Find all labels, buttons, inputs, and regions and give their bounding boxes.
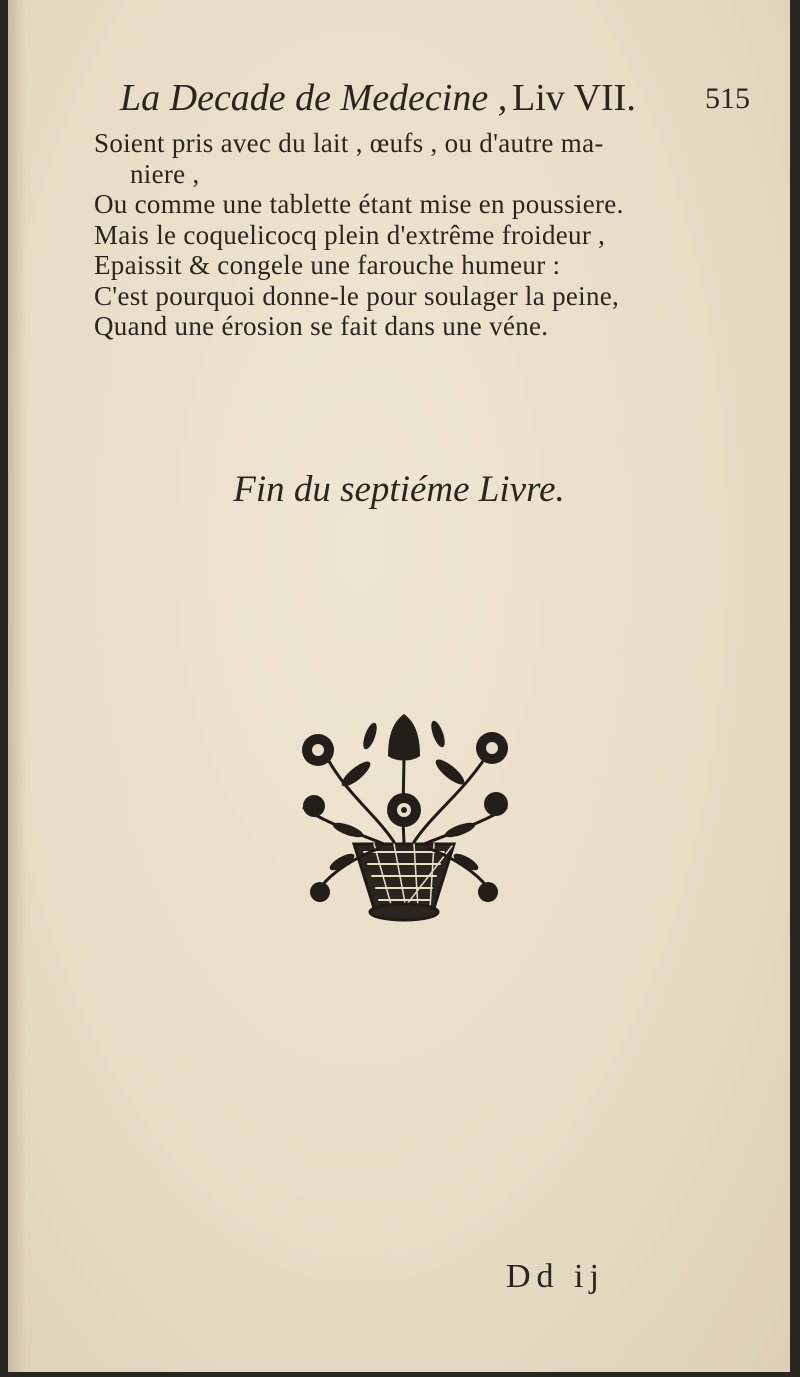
page-gutter-shadow <box>8 0 26 1372</box>
verse-line: Epaissit & congele une farouche humeur : <box>94 250 561 280</box>
book-reference: Liv VII. <box>512 77 636 119</box>
running-title: La Decade de Medecine , <box>120 77 508 119</box>
page-header <box>120 76 750 126</box>
page-number: 515 <box>705 82 750 115</box>
verse-line: Quand une érosion se fait dans une véne. <box>94 311 549 341</box>
book-page <box>8 0 790 1372</box>
verse-block <box>94 128 754 342</box>
verse-line: Soient pris avec du lait , œufs , ou d'autre ma- <box>94 128 604 158</box>
verse-line: C'est pourquoi donne-le pour soulager la peine, <box>94 280 620 311</box>
verse-line: Ou comme une tablette étant mise en poussiere. <box>94 189 624 219</box>
flower-basket-ornament-icon <box>284 712 524 932</box>
verse-line: niere , <box>130 158 200 189</box>
verse-line: Mais le coquelicocq plein d'extrême froideur , <box>94 219 606 250</box>
signature-mark: Dd ij <box>506 1258 605 1295</box>
end-of-book-title: Fin du septiéme Livre. <box>233 469 565 510</box>
